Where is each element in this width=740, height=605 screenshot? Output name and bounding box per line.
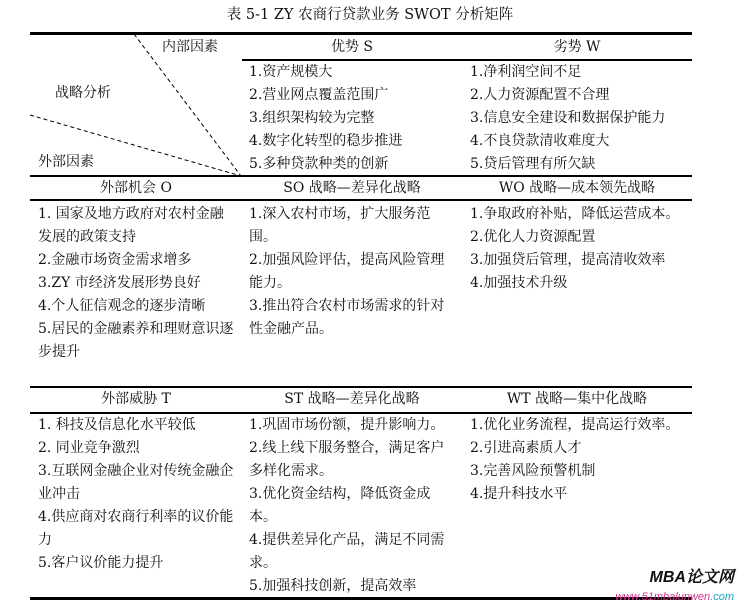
list-item: 2.优化人力资源配置 [470, 229, 596, 245]
opportunities-header: 外部机会 O [100, 180, 172, 196]
weaknesses-header: 劣势 W [553, 39, 601, 55]
list-item: 2.加强风险评估，提高风险管理能力。 [249, 252, 445, 291]
weaknesses-list [470, 61, 692, 176]
corner-external: 外部因素 [38, 154, 94, 170]
list-item: 3.推出符合农村市场需求的针对性金融产品。 [249, 298, 445, 337]
opportunities-list [38, 203, 234, 364]
list-item: 1.资产规模大 [249, 64, 333, 80]
wt-header: WT 战略—集中化战略 [506, 391, 648, 407]
st-header: ST 战略—差异化战略 [284, 391, 420, 407]
watermark-logo: MBA论文网 [649, 569, 734, 586]
list-item: 4.数字化转型的稳步推进 [249, 133, 403, 149]
list-item: 5.贷后管理有所欠缺 [470, 156, 596, 172]
wo-header: WO 战略—成本领先战略 [498, 180, 656, 196]
list-item: 1.深入农村市场，扩大服务范围。 [249, 206, 431, 245]
watermark-url [615, 591, 734, 603]
list-item: 3.ZY 市经济发展形势良好 [38, 275, 201, 291]
list-item: 2.人力资源配置不合理 [470, 87, 610, 103]
list-item: 2.金融市场资金需求增多 [38, 252, 192, 268]
list-item: 2.引进高素质人才 [470, 440, 582, 456]
list-item: 3.优化资金结构，降低资金成本。 [249, 486, 431, 525]
wt-list [470, 414, 692, 506]
watermark-url-tld: .com [710, 591, 734, 603]
list-item: 4.个人征信观念的逐步清晰 [38, 298, 206, 314]
list-item: 1.巩固市场份额，提升影响力。 [249, 417, 445, 433]
list-item: 1.优化业务流程，提高运行效率。 [470, 417, 680, 433]
strengths-header: 优势 S [330, 39, 374, 55]
list-item: 4.不良贷款清收难度大 [470, 133, 610, 149]
threats-list [38, 414, 234, 575]
list-item: 4.提升科技水平 [470, 486, 568, 502]
so-list [249, 203, 453, 341]
list-item: 5.加强科技创新，提高效率 [249, 578, 417, 594]
list-item: 5.居民的金融素养和理财意识逐步提升 [38, 321, 234, 360]
list-item: 4.加强技术升级 [470, 275, 568, 291]
corner-analysis: 战略分析 [55, 85, 111, 101]
list-item: 1.争取政府补贴，降低运营成本。 [470, 206, 680, 222]
list-item: 4.提供差异化产品，满足不同需求。 [249, 532, 445, 571]
list-item: 2. 同业竞争激烈 [38, 440, 140, 456]
table-title: 表 5-1 ZY 农商行贷款业务 SWOT 分析矩阵 [226, 7, 514, 23]
list-item: 5.客户议价能力提升 [38, 555, 164, 571]
list-item: 3.互联网金融企业对传统金融企业冲击 [38, 463, 234, 502]
list-item: 3.完善风险预警机制 [470, 463, 596, 479]
list-item: 1. 国家及地方政府对农村金融发展的政策支持 [38, 206, 224, 245]
corner-internal: 内部因素 [162, 39, 218, 55]
list-item: 3.信息安全建设和数据保护能力 [470, 110, 666, 126]
list-item: 3.加强贷后管理，提高清收效率 [470, 252, 666, 268]
list-item: 2.营业网点覆盖范围广 [249, 87, 389, 103]
threats-header: 外部威胁 T [101, 391, 171, 407]
watermark-url-main: www.51mbalunwen [615, 591, 711, 603]
list-item: 2.线上线下服务整合，满足客户多样化需求。 [249, 440, 445, 479]
list-item: 3.组织架构较为完整 [249, 110, 375, 126]
so-header: SO 战略—差异化战略 [283, 180, 421, 196]
strengths-list [249, 61, 459, 176]
list-item: 4.供应商对农商行利率的议价能力 [38, 509, 234, 548]
list-item: 1.净利润空间不足 [470, 64, 582, 80]
wo-list [470, 203, 692, 295]
st-list [249, 414, 453, 598]
list-item: 5.多种贷款种类的创新 [249, 156, 389, 172]
list-item: 1. 科技及信息化水平较低 [38, 417, 196, 433]
